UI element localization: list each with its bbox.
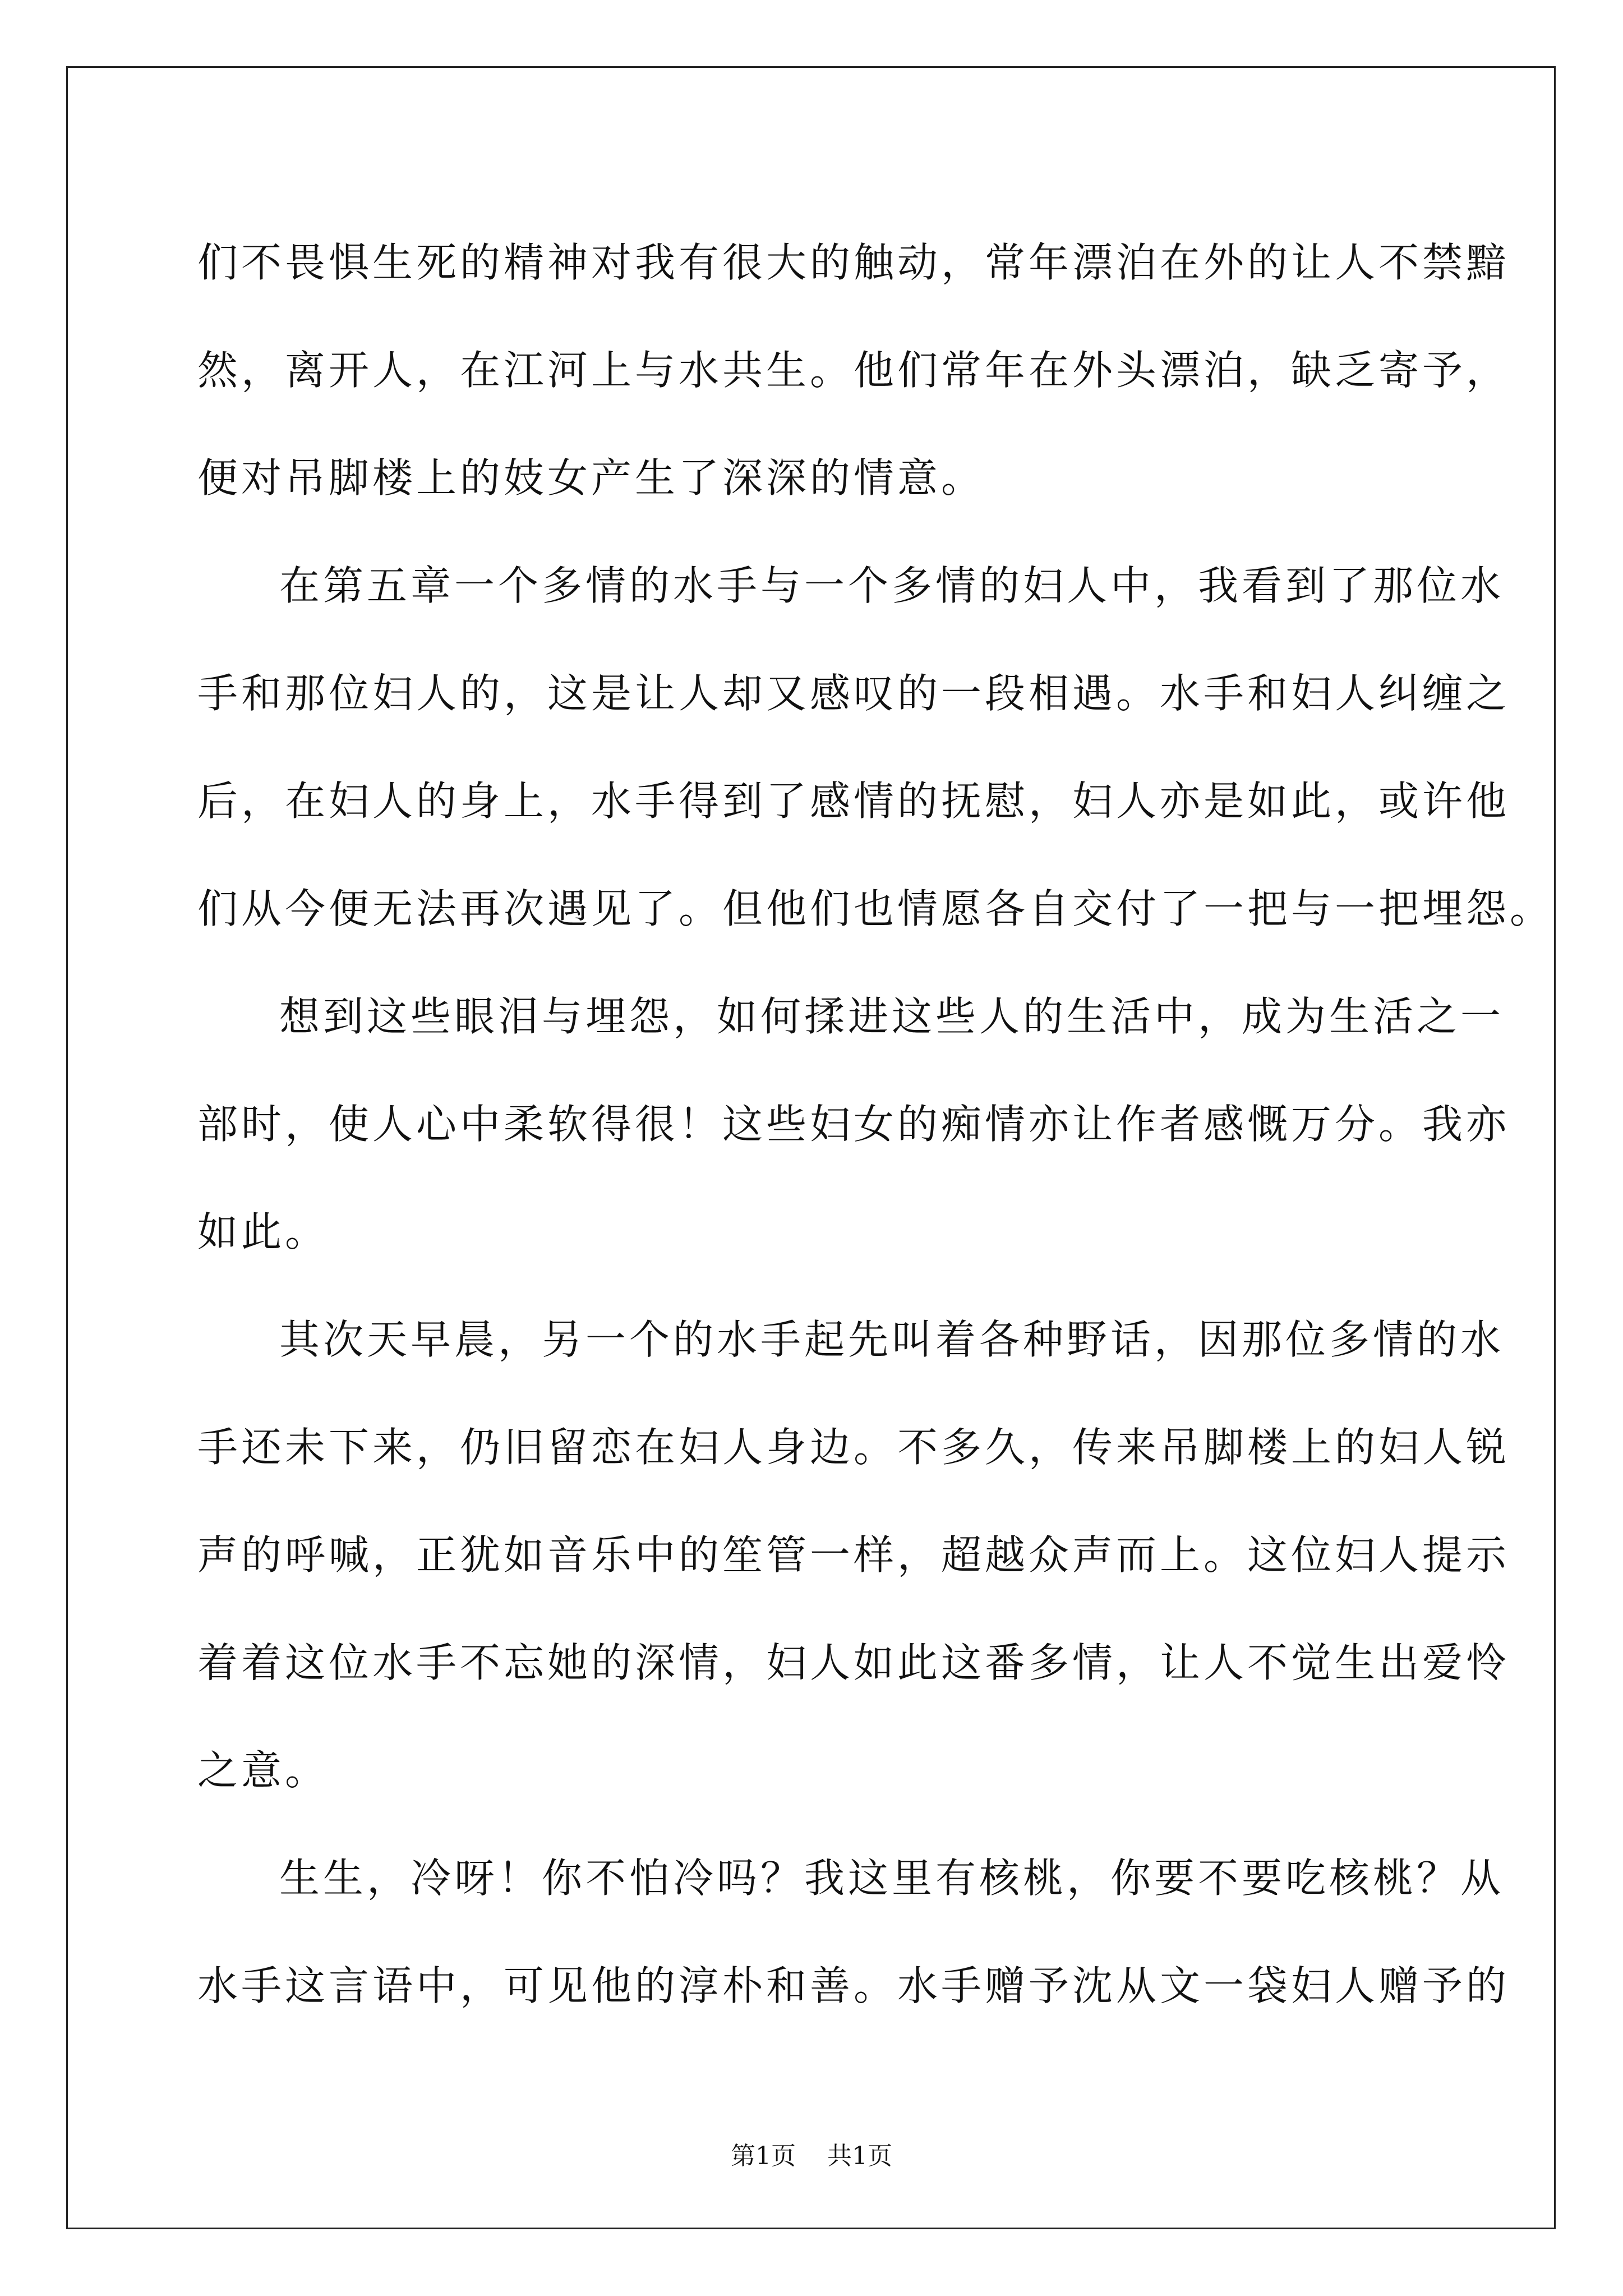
text-line: 手和那位妇人的，这是让人却又感叹的一段相遇。水手和妇人纠缠之 [197, 670, 1510, 717]
text-line: 手还未下来，仍旧留恋在妇人身边。不多久，传来吊脚楼上的妇人锐 [197, 1424, 1510, 1471]
text-line: 生生，冷呀！你不怕冷吗？我这里有核桃，你要不要吃核桃？从 [279, 1855, 1505, 1902]
paragraph-2 [197, 532, 1554, 963]
page-footer [0, 2139, 1623, 2173]
paragraph-4 [197, 1286, 1510, 1824]
paragraph-5 [197, 1824, 1510, 2040]
document-body [197, 209, 1554, 2040]
text-line: 着着这位水手不忘她的深情，妇人如此这番多情，让人不觉生出爱怜 [197, 1639, 1510, 1686]
text-line: 水手这言语中，可见他的淳朴和善。水手赠予沈从文一袋妇人赠予的 [197, 1962, 1510, 2009]
text-line: 其次天早晨，另一个的水手起先叫着各种野话，因那位多情的水 [279, 1316, 1505, 1363]
text-line: 后，在妇人的身上，水手得到了感情的抚慰，妇人亦是如此，或许他 [197, 777, 1510, 825]
paragraph-3 [197, 963, 1510, 1286]
paragraph-1 [197, 209, 1510, 532]
text-line: 想到这些眼泪与埋怨，如何揉进这些人的生活中，成为生活之一 [279, 993, 1505, 1040]
text-line: 部时，使人心中柔软得很！这些妇女的痴情亦让作者感慨万分。我亦 [197, 1101, 1510, 1148]
text-line: 们不畏惧生死的精神对我有很大的触动，常年漂泊在外的让人不禁黯 [197, 239, 1510, 286]
text-line: 在第五章一个多情的水手与一个多情的妇人中，我看到了那位水 [279, 562, 1505, 609]
text-line: 便对吊脚楼上的妓女产生了深深的情意。 [197, 454, 985, 501]
text-line: 然，离开人，在江河上与水共生。他们常年在外头漂泊，缺乏寄予， [197, 347, 1510, 394]
page-number-current: 第1页 [731, 2142, 796, 2170]
text-line: 如此。 [197, 1208, 329, 1255]
page-number-total: 共1页 [827, 2142, 892, 2170]
text-line: 们从今便无法再次遇见了。但他们也情愿各自交付了一把与一把埋怨。 [197, 885, 1554, 932]
text-line: 声的呼喊，正犹如音乐中的笙管一样，超越众声而上。这位妇人提示 [197, 1531, 1510, 1579]
text-line: 之意。 [197, 1747, 329, 1794]
